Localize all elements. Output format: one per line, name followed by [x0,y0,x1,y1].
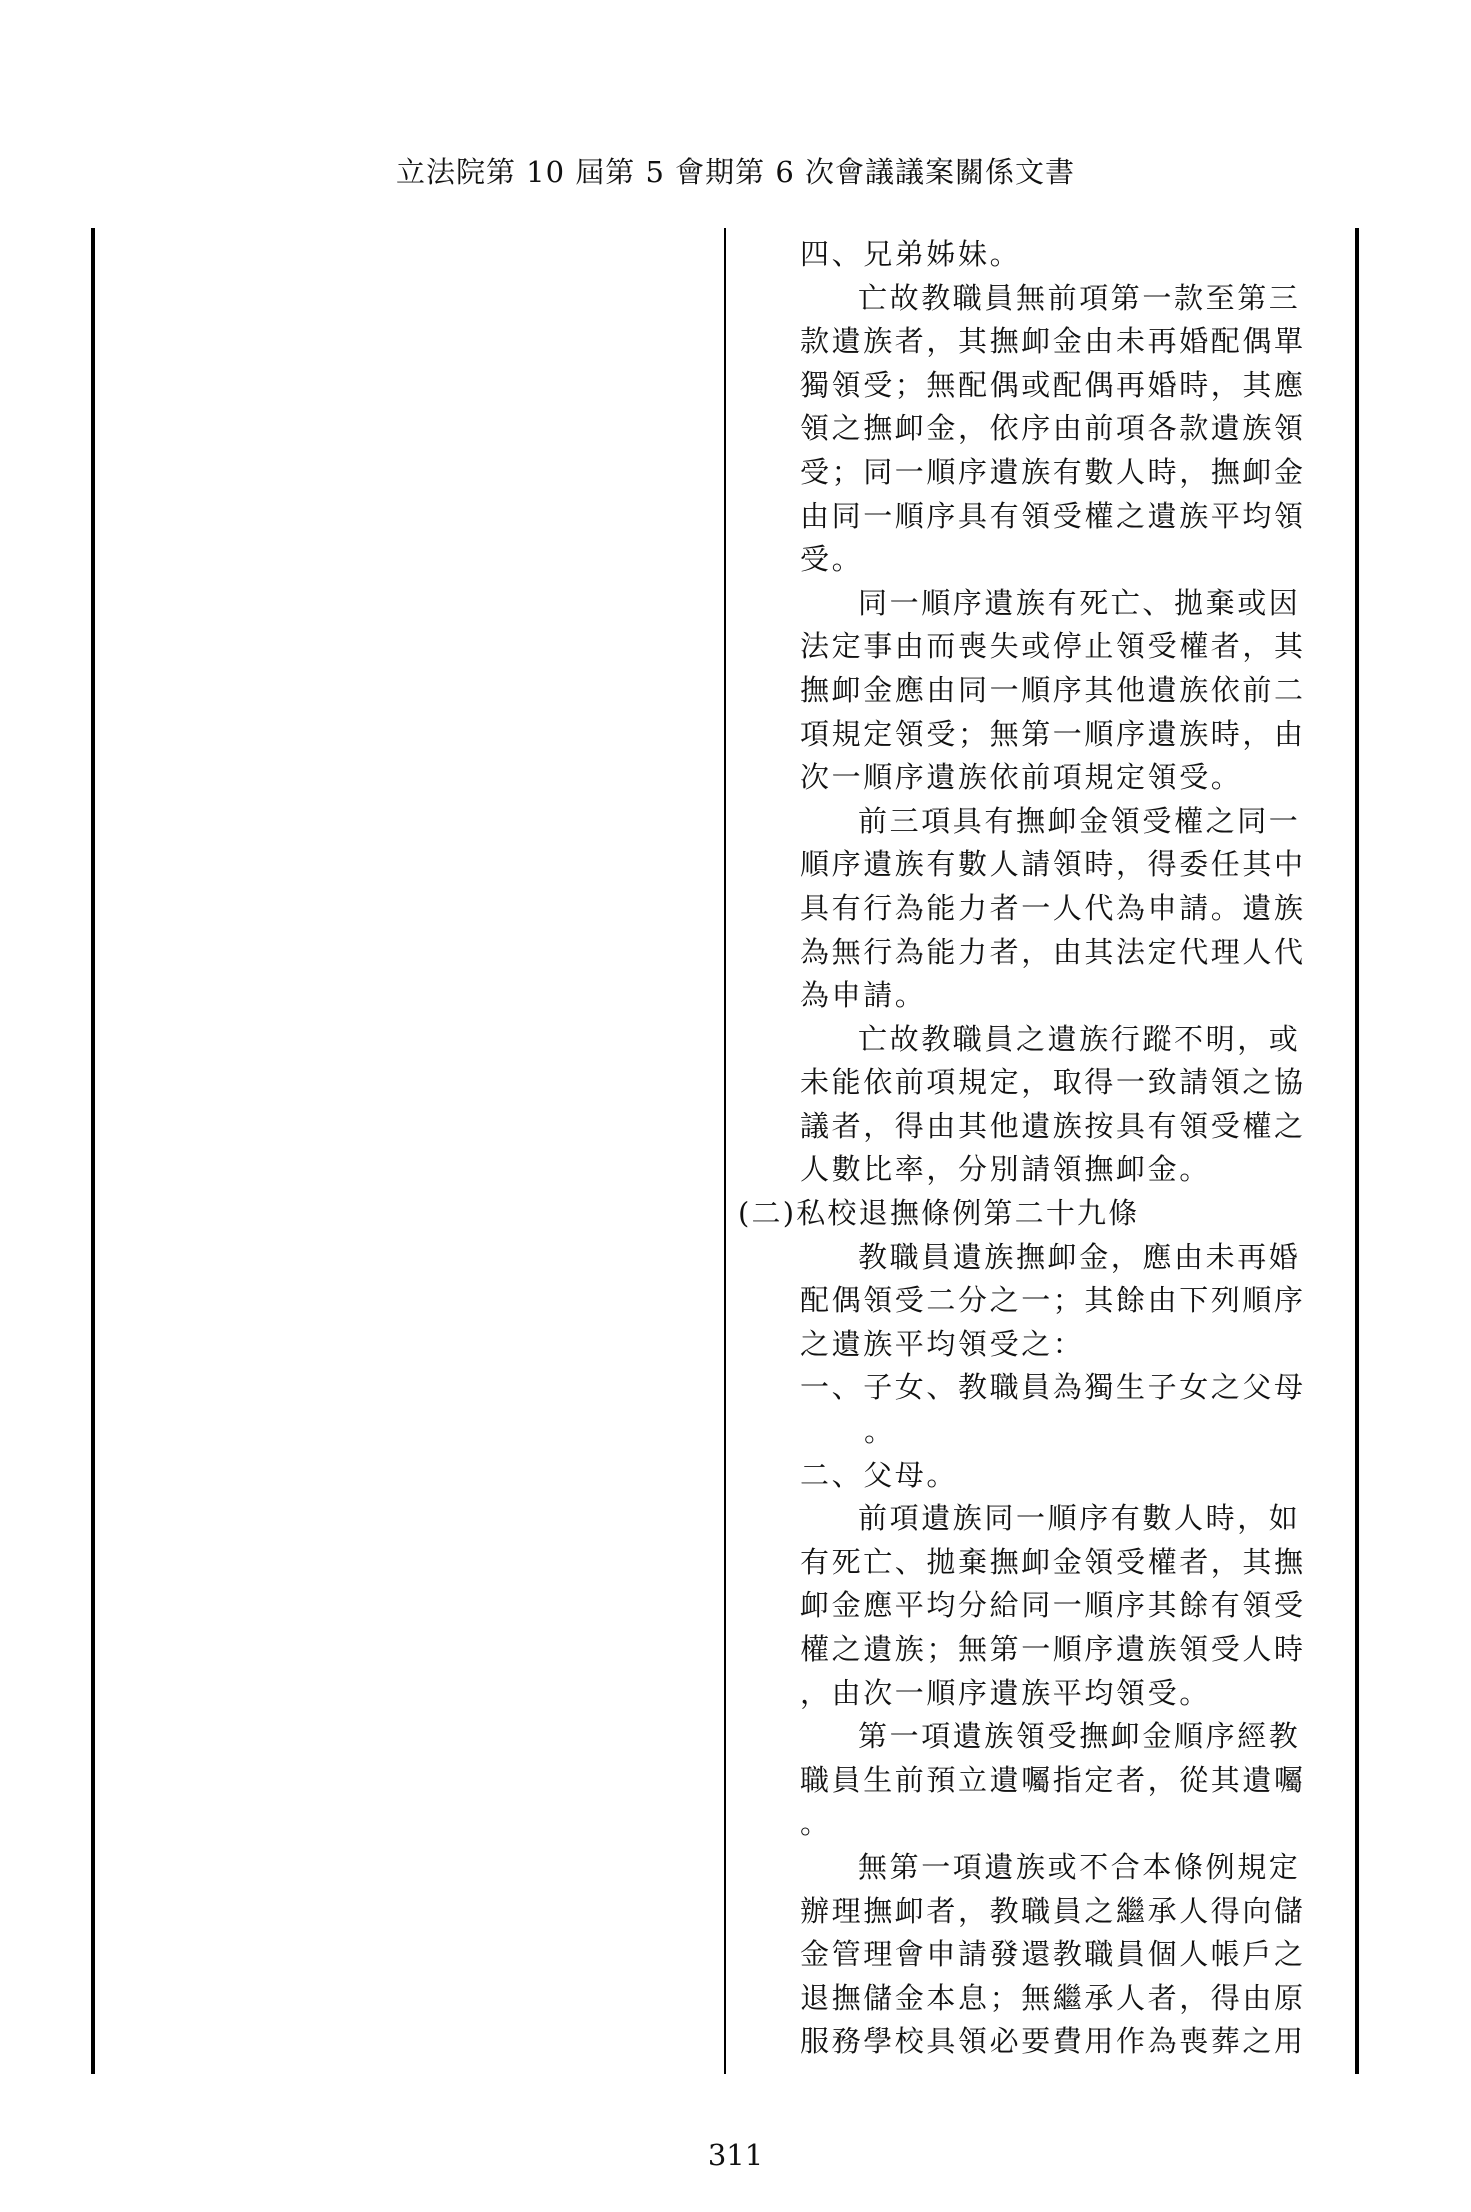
text-line: ，由次一順序遺族平均領受。 [800,1675,1211,1710]
text-line: 次一順序遺族依前項規定領受。 [800,760,1243,795]
text-line: 獨領受；無配偶或配偶再婚時，其應 [800,367,1306,402]
page-number: 311 [707,2138,764,2172]
table-column-divider [724,228,726,2074]
text-line: 款遺族者，其撫卹金由未再婚配偶單 [800,324,1306,359]
text-line: 法定事由而喪失或停止領受權者，其 [800,629,1306,664]
text-line: 具有行為能力者一人代為申請。遺族 [800,890,1306,925]
text-line: 二、父母。 [800,1457,959,1492]
text-line: 辦理撫卹者，教職員之繼承人得向儲 [800,1893,1306,1928]
text-line: 亡故教職員無前項第一款至第三 [858,280,1301,315]
text-line: 前項遺族同一順序有數人時，如 [858,1501,1301,1536]
table-border-left [91,228,95,2074]
text-line: 撫卹金應由同一順序其他遺族依前二 [800,672,1306,707]
section-heading: (二)私校退撫條例第二十九條 [738,1196,1140,1231]
text-line: 議者，得由其他遺族按具有領受權之 [800,1108,1306,1143]
right-column-text [738,233,1340,2064]
text-line: 權之遺族；無第一順序遺族領受人時 [800,1632,1306,1666]
text-line: 前三項具有撫卹金領受權之同一 [858,803,1301,838]
text-line: 金管理會申請發還教職員個人帳戶之 [800,1937,1306,1972]
text-line: 服務學校具領必要費用作為喪葬之用 [800,2024,1306,2059]
text-line: 。 [864,1414,896,1449]
text-line: 退撫儲金本息；無繼承人者，得由原 [800,1980,1306,2015]
text-line: 項規定領受；無第一順序遺族時，由 [800,716,1306,751]
text-line: 同一順序遺族有死亡、拋棄或因 [858,585,1301,620]
text-line: 領之撫卹金，依序由前項各款遺族領 [800,411,1306,446]
text-line: 由同一順序具有領受權之遺族平均領 [800,498,1306,533]
text-line: 之遺族平均領受之： [800,1326,1085,1361]
text-line: 教職員遺族撫卹金，應由未再婚 [858,1239,1301,1274]
text-line: 一、子女、教職員為獨生子女之父母 [800,1370,1306,1405]
text-line: 人數比率，分別請領撫卹金。 [800,1152,1211,1187]
text-line: 四、兄弟姊妹。 [800,237,1022,271]
text-line: 卹金應平均分給同一順序其餘有領受 [800,1588,1306,1623]
table-border-right [1355,228,1359,2074]
text-line: 無第一項遺族或不合本條例規定 [858,1849,1301,1884]
text-line: 受；同一順序遺族有數人時，撫卹金 [800,454,1306,489]
text-line: 為申請。 [800,978,927,1013]
text-line: 第一項遺族領受撫卹金順序經教 [858,1719,1301,1754]
page-header: 立法院第 10 屆第 5 會期第 6 次會議議案關係文書 [395,155,1076,189]
text-line: 有死亡、拋棄撫卹金領受權者，其撫 [800,1544,1306,1579]
text-line: 亡故教職員之遺族行蹤不明，或 [858,1021,1301,1056]
text-line: 未能依前項規定，取得一致請領之協 [800,1065,1306,1100]
text-line: 配偶領受二分之一；其餘由下列順序 [800,1283,1306,1318]
text-line: 。 [800,1806,832,1841]
text-line: 受。 [800,542,864,577]
text-line: 為無行為能力者，由其法定代理人代 [800,934,1306,969]
text-line: 順序遺族有數人請領時，得委任其中 [800,847,1306,882]
text-line: 職員生前預立遺囑指定者，從其遺囑 [800,1762,1306,1797]
